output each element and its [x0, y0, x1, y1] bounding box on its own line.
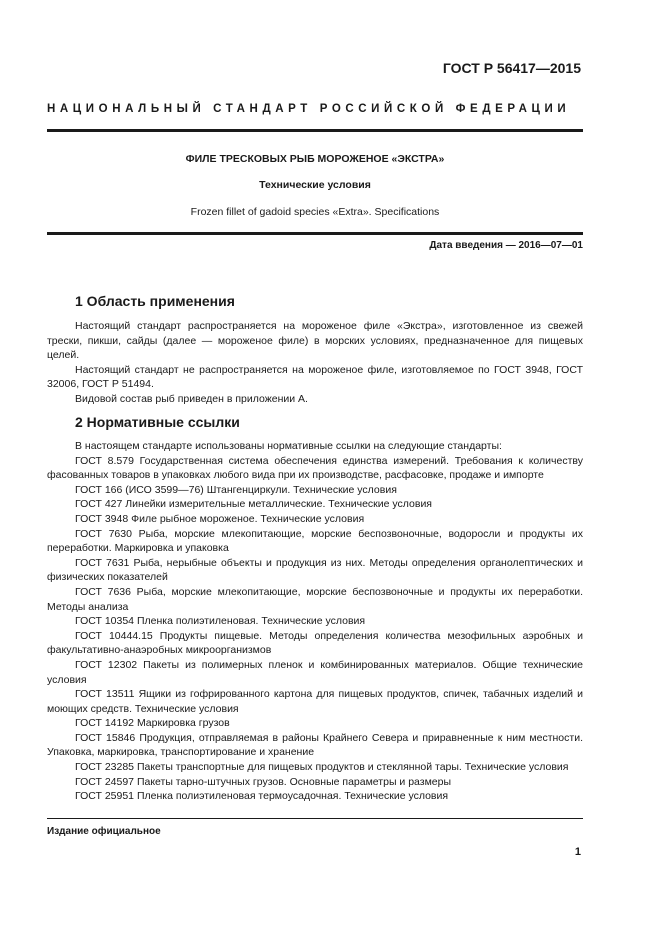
section-heading-references: 2 Нормативные ссылки	[75, 414, 240, 430]
reference-item: ГОСТ 10354 Пленка полиэтиленовая. Технические условия	[75, 615, 366, 628]
section-body-scope	[47, 319, 583, 407]
paragraph: В настоящем стандарте использованы нормативные ссылки на следующие стандарты:	[75, 440, 502, 452]
footer-rule	[47, 818, 583, 819]
national-standard-title: НАЦИОНАЛЬНЫЙ СТАНДАРТ РОССИЙСКОЙ ФЕДЕРАЦИИ	[47, 103, 571, 115]
reference-item: ГОСТ 23285 Пакеты транспортные для пищевых продуктов и стеклянной тары. Технические условия	[75, 761, 569, 774]
document-subtitle: Технические условия	[259, 179, 371, 191]
reference-item: ГОСТ 3948 Филе рыбное мороженое. Технические условия	[75, 512, 365, 525]
section-body-references	[47, 439, 583, 804]
introduction-date: Дата введения — 2016—07—01	[429, 240, 583, 251]
reference-item: ГОСТ 10444.15 Продукты пищевые. Методы определения количества мезофильных аэробных и факультативно-анаэробных микроорганизмов	[47, 629, 583, 657]
header-rule	[47, 129, 583, 132]
reference-item: ГОСТ 14192 Маркировка грузов	[75, 717, 230, 730]
reference-item: ГОСТ 25951 Пленка полиэтиленовая термоусадочная. Технические условия	[75, 790, 449, 803]
title-rule	[47, 232, 583, 235]
reference-item: ГОСТ 7636 Рыба, морские млекопитающие, морские беспозвоночные и продукты их переработки. Методы анализа	[47, 585, 583, 613]
reference-item: ГОСТ 7630 Рыба, морские млекопитающие, морские беспозвоночные, водоросли и продукты их переработки. Маркировка и упаковка	[47, 527, 583, 555]
reference-item: ГОСТ 15846 Продукция, отправляемая в районы Крайнего Севера и приравненные к ним местности. Упаковка, маркировка, транспортирование и хранение	[47, 731, 583, 759]
section-heading-scope: 1 Область применения	[75, 293, 235, 309]
gost-number: ГОСТ Р 56417—2015	[442, 60, 581, 76]
paragraph: Настоящий стандарт распространяется на мороженое филе «Экстра», изготовленное из свежей трески, пикши, сайды (далее — мороженое филе) в морских условиях, предназначенное для пищевых целей.	[47, 320, 583, 362]
reference-item: ГОСТ 7631 Рыба, нерыбные объекты и продукция из них. Методы определения органолептических и физических показателей	[47, 556, 583, 584]
document-english-title: Frozen fillet of gadoid species «Extra». Specifications	[190, 206, 440, 218]
reference-item: ГОСТ 13511 Ящики из гофрированного картона для пищевых продуктов, спичек, табачных изделий и моющих средств. Технические условия	[47, 688, 583, 715]
reference-item: ГОСТ 166 (ИСО 3599—76) Штангенциркули. Технические условия	[75, 483, 397, 496]
reference-item: ГОСТ 8.579 Государственная система обеспечения единства измерений. Требования к количеству фасованных товаров в упаковках любого вида при их производстве, расфасовке, продаже и импорте	[47, 454, 583, 482]
paragraph: Настоящий стандарт не распространяется на мороженое филе, изготовляемое по ГОСТ 3948, ГОСТ 32006, ГОСТ Р 51494.	[47, 363, 583, 391]
reference-item: ГОСТ 12302 Пакеты из полимерных пленок и комбинированных материалов. Общие технические условия	[47, 658, 583, 686]
paragraph: Видовой состав рыб приведен в приложении А.	[75, 392, 308, 405]
edition-label: Издание официальное	[47, 826, 161, 837]
page-number: 1	[574, 846, 581, 858]
reference-item: ГОСТ 427 Линейки измерительные металлические. Технические условия	[75, 498, 432, 511]
reference-item: ГОСТ 24597 Пакеты тарно-штучных грузов. Основные параметры и размеры	[75, 775, 452, 788]
document-title: ФИЛЕ ТРЕСКОВЫХ РЫБ МОРОЖЕНОЕ «ЭКСТРА»	[185, 153, 445, 165]
